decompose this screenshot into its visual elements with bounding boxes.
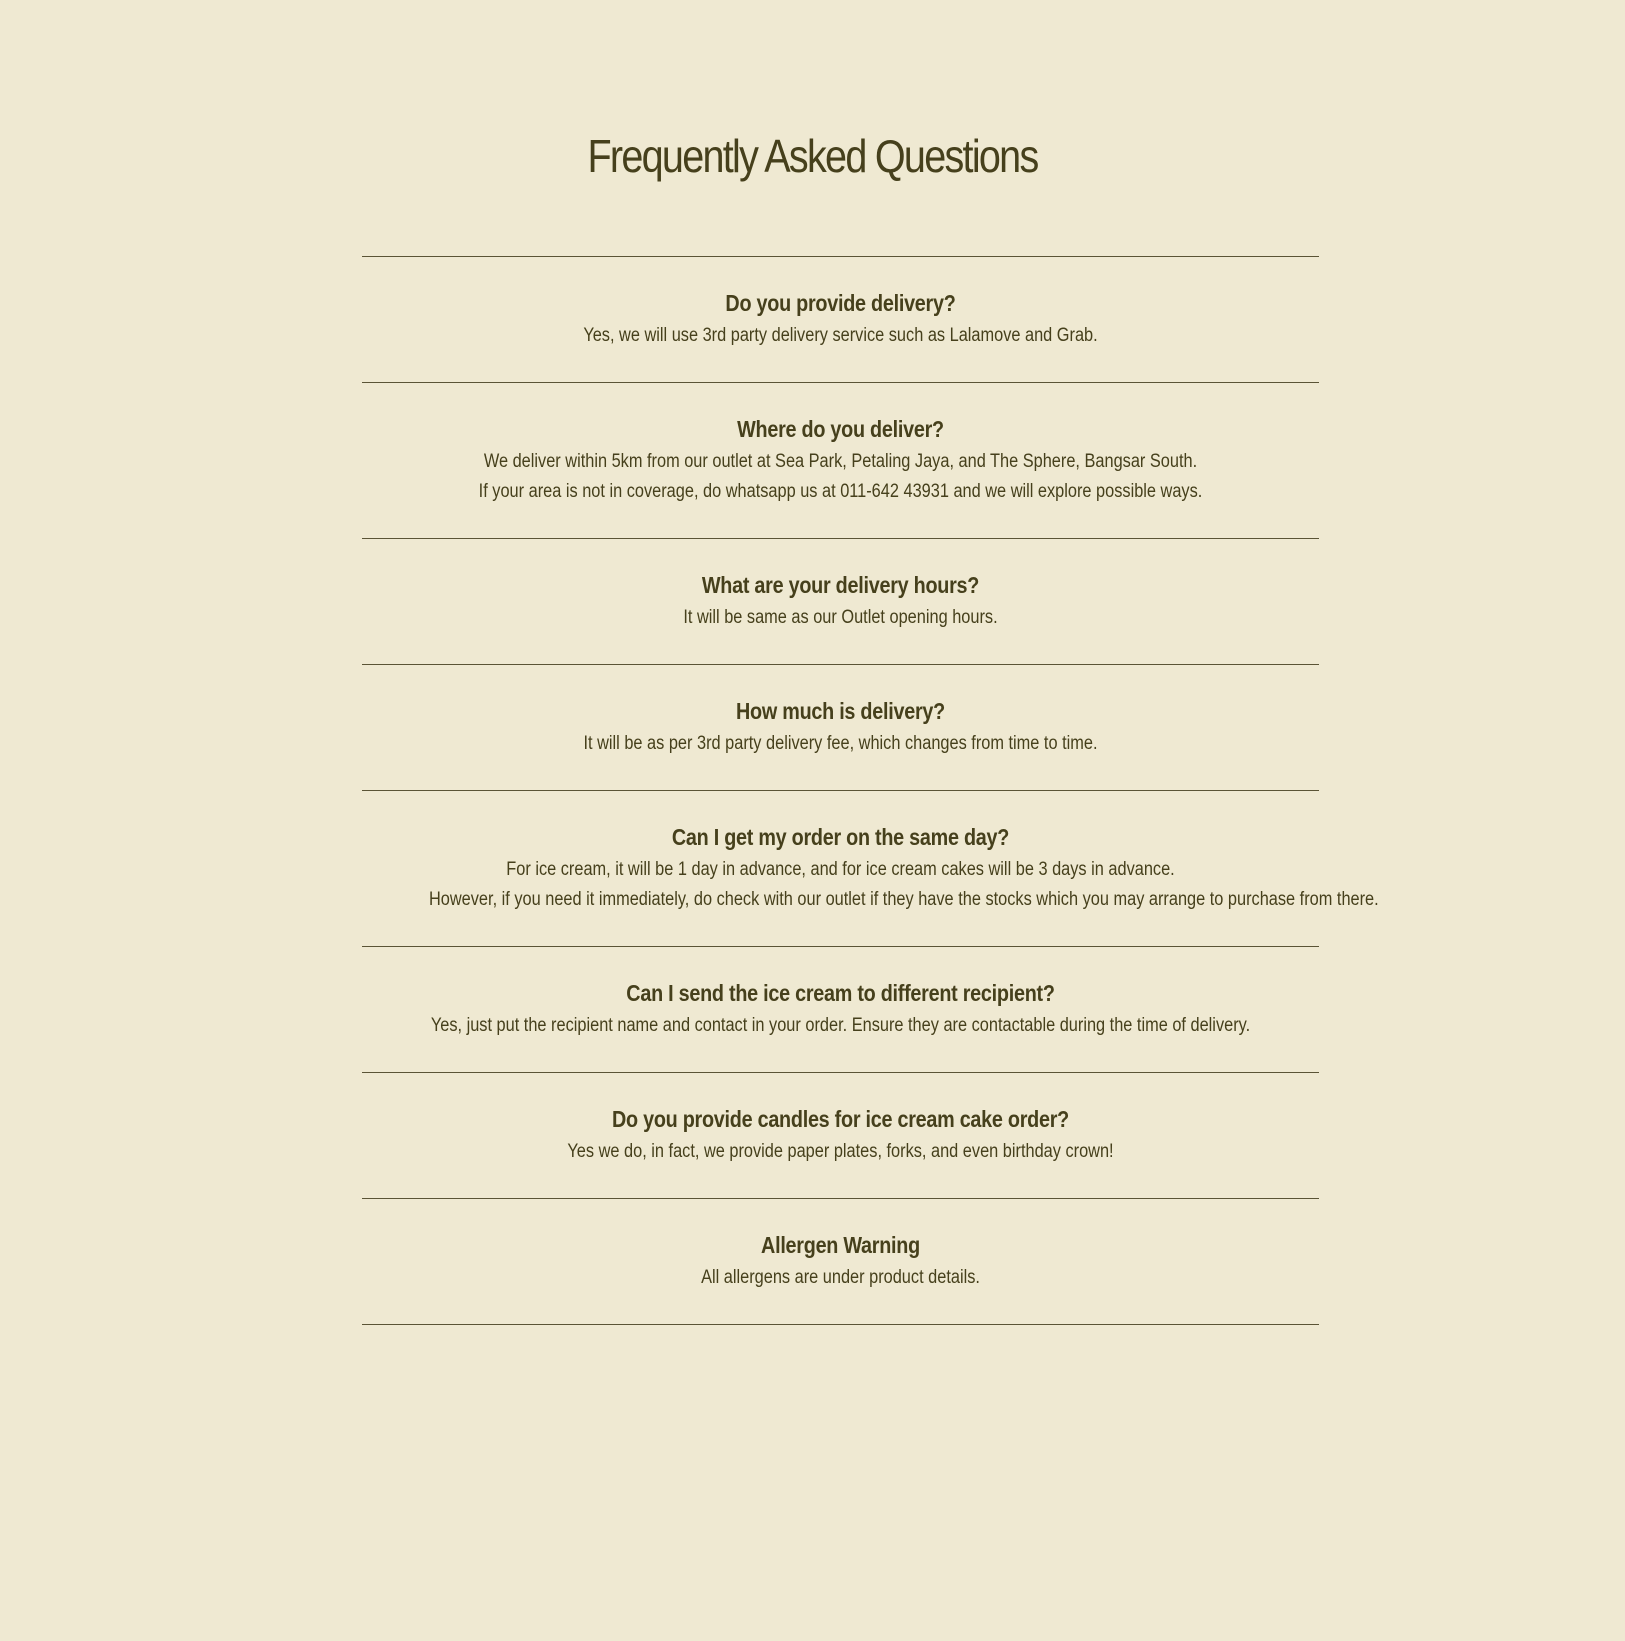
faq-answer [362, 444, 1319, 538]
faq-question: Allergen Warning [761, 1232, 920, 1258]
faq-question: Where do you deliver? [737, 416, 944, 442]
faq-answer-line: However, if you need it immediately, do check with our outlet if they have the stocks which you may arrange to purchase from there. [428, 889, 1379, 910]
faq-question: Can I get my order on the same day? [671, 824, 1010, 850]
faq-answer-line: If your area is not in coverage, do whatsapp us at 011-642 43931 and we will explore possible ways. [478, 481, 1203, 502]
faq-answer-line: Yes, just put the recipient name and contact in your order. Ensure they are contactable during the time of delivery. [430, 1015, 1251, 1036]
faq-answer [362, 1134, 1319, 1198]
faq-answer-line: Yes we do, in fact, we provide paper plates, forks, and even birthday crown! [567, 1141, 1114, 1162]
faq-item-recipient [362, 947, 1319, 1072]
faq-item-candles [362, 1073, 1319, 1198]
faq-answer [362, 318, 1319, 382]
faq-item-same-day [362, 791, 1379, 946]
faq-divider [362, 1324, 1319, 1325]
faq-answer-line: All allergens are under product details. [701, 1267, 980, 1288]
faq-answer [362, 852, 1379, 946]
faq-item-delivery [362, 257, 1319, 382]
faq-answer-line: It will be same as our Outlet opening hours. [683, 607, 998, 628]
faq-item-delivery-area [362, 383, 1319, 538]
faq-list [362, 256, 1379, 1325]
faq-question: What are your delivery hours? [701, 572, 980, 598]
faq-answer-line: For ice cream, it will be 1 day in advance, and for ice cream cakes will be 3 days in advance. [506, 859, 1175, 880]
faq-item-allergen [362, 1199, 1319, 1324]
faq-question: Do you provide delivery? [725, 290, 956, 316]
faq-item-delivery-hours [362, 539, 1319, 664]
faq-answer-line: It will be as per 3rd party delivery fee, which changes from time to time. [583, 733, 1098, 754]
faq-answer [362, 1260, 1319, 1324]
faq-answer [362, 600, 1319, 664]
faq-question: Do you provide candles for ice cream cake order? [611, 1106, 1070, 1132]
faq-item-delivery-cost [362, 665, 1319, 790]
faq-question: Can I send the ice cream to different recipient? [626, 980, 1055, 1006]
faq-answer [362, 726, 1319, 790]
faq-answer-line: Yes, we will use 3rd party delivery service such as Lalamove and Grab. [583, 325, 1098, 346]
page-title: Frequently Asked Questions [587, 130, 1038, 182]
faq-question: How much is delivery? [736, 698, 945, 724]
faq-answer-line: We deliver within 5km from our outlet at Sea Park, Petaling Jaya, and The Sphere, Bangsar South. [483, 451, 1198, 472]
faq-answer [362, 1008, 1319, 1072]
